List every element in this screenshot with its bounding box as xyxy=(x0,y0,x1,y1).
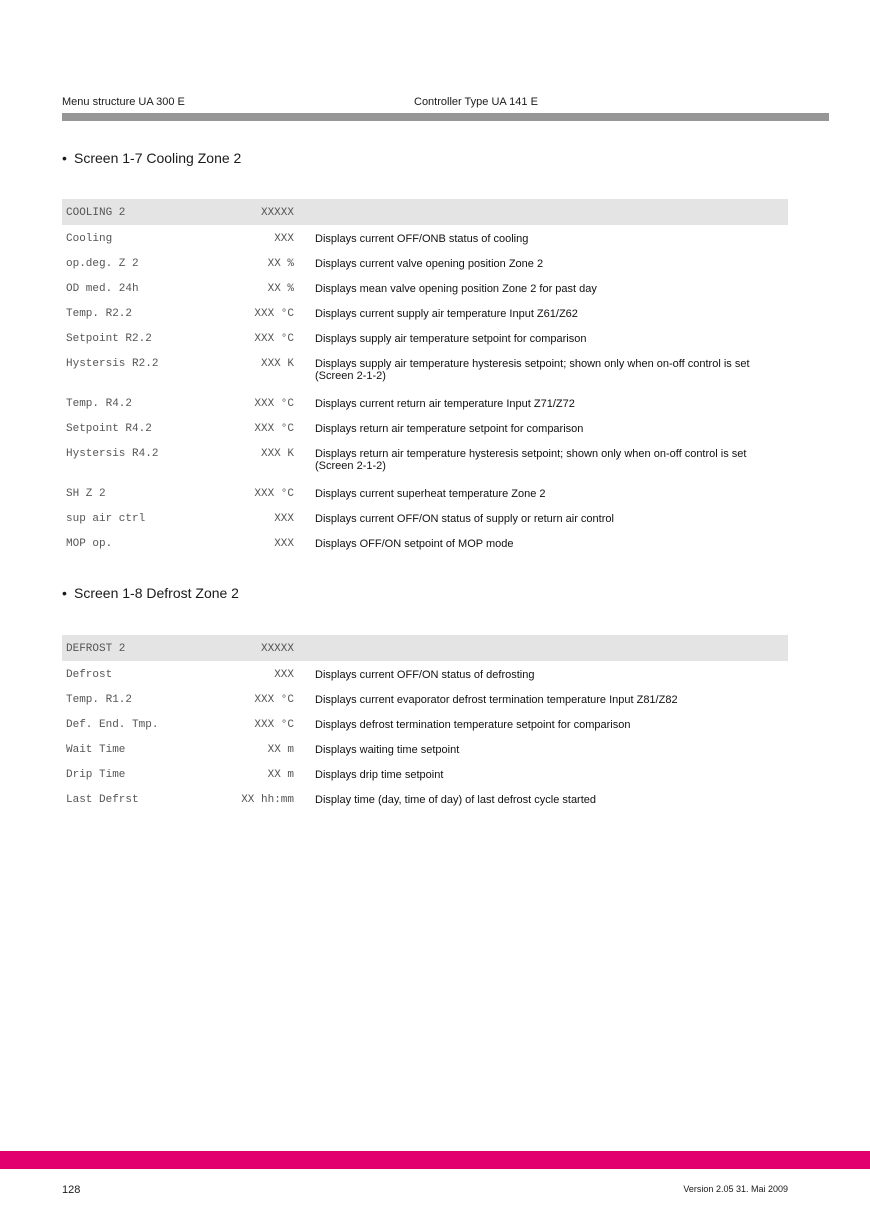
row-description: Displays supply air temperature setpoint for comparison xyxy=(315,333,587,345)
row-description: Displays current evaporator defrost termination temperature Input Z81/Z82 xyxy=(315,694,678,706)
row-name: Cooling xyxy=(66,233,113,245)
row-name: COOLING 2 xyxy=(66,207,126,219)
table-row xyxy=(62,761,788,786)
row-description: Displays return air temperature hysteresis setpoint; shown only when on-off control is set (Screen 2-1-2) xyxy=(315,448,747,472)
table-row xyxy=(62,415,788,440)
row-value: XX m xyxy=(267,769,294,781)
row-description: Displays current supply air temperature Input Z61/Z62 xyxy=(315,308,578,320)
version-info: Version 2.05 31. Mai 2009 xyxy=(683,1184,788,1194)
row-name: Temp. R1.2 xyxy=(66,694,133,706)
row-name: Wait Time xyxy=(66,744,126,756)
row-value: XXX °C xyxy=(254,333,294,345)
row-name: Drip Time xyxy=(66,769,126,781)
table-row xyxy=(62,225,788,250)
row-description: Displays drip time setpoint xyxy=(315,769,444,781)
row-name: DEFROST 2 xyxy=(66,643,126,655)
row-name: Hystersis R4.2 xyxy=(66,448,159,460)
table-row xyxy=(62,325,788,350)
row-value: XXX xyxy=(274,513,294,525)
row-value: XXX °C xyxy=(254,398,294,410)
table-row xyxy=(62,350,788,390)
cooling-table xyxy=(62,199,788,555)
row-description: Displays OFF/ON setpoint of MOP mode xyxy=(315,538,514,550)
table-row xyxy=(62,530,788,555)
row-value: XXX °C xyxy=(254,719,294,731)
row-name: Hystersis R2.2 xyxy=(66,358,159,370)
row-value: XX % xyxy=(267,283,294,295)
page-header-left: Menu structure UA 300 E xyxy=(62,96,185,108)
row-value: XXX K xyxy=(260,358,294,370)
header-divider xyxy=(62,113,829,121)
row-name: Temp. R2.2 xyxy=(66,308,133,320)
row-description: Displays current superheat temperature Zone 2 xyxy=(315,488,546,500)
table-row xyxy=(62,300,788,325)
table-row xyxy=(62,686,788,711)
table-header-row xyxy=(62,635,788,661)
bullet-icon: • xyxy=(62,585,67,601)
row-name: Defrost xyxy=(66,669,113,681)
table-row xyxy=(62,390,788,415)
section-title-defrost: • Screen 1-8 Defrost Zone 2 xyxy=(62,585,239,601)
row-value: XXX xyxy=(274,538,294,550)
row-name: SH Z 2 xyxy=(66,488,106,500)
section-title-cooling: • Screen 1-7 Cooling Zone 2 xyxy=(62,150,242,166)
row-name: Setpoint R2.2 xyxy=(66,333,152,345)
page-header-center: Controller Type UA 141 E xyxy=(414,96,538,108)
row-description: Displays defrost termination temperature setpoint for comparison xyxy=(315,719,631,731)
row-description: Display time (day, time of day) of last defrost cycle started xyxy=(315,794,597,806)
table-row xyxy=(62,786,788,811)
table-header-row xyxy=(62,199,788,225)
table-row xyxy=(62,736,788,761)
row-description: Displays return air temperature setpoint for comparison xyxy=(315,423,584,435)
row-description: Displays current OFF/ONB status of cooling xyxy=(315,233,529,245)
page-number: 128 xyxy=(62,1184,81,1196)
row-name: MOP op. xyxy=(66,538,113,550)
row-description: Displays supply air temperature hysteresis setpoint; shown only when on-off control is set (Screen 2-1-2) xyxy=(315,358,750,382)
row-value: XX hh:mm xyxy=(241,794,294,806)
row-description: Displays current valve opening position Zone 2 xyxy=(315,258,544,270)
row-description: Displays current OFF/ON status of supply or return air control xyxy=(315,513,614,525)
row-value: XXX °C xyxy=(254,308,294,320)
row-value: XXX K xyxy=(260,448,294,460)
row-value: XXX xyxy=(274,669,294,681)
bullet-icon: • xyxy=(62,150,67,166)
row-name: op.deg. Z 2 xyxy=(66,258,139,270)
table-row xyxy=(62,440,788,480)
table-row xyxy=(62,480,788,505)
row-name: Temp. R4.2 xyxy=(66,398,133,410)
row-description: Displays current return air temperature Input Z71/Z72 xyxy=(315,398,575,410)
row-name: sup air ctrl xyxy=(66,513,146,525)
row-value: XXX °C xyxy=(254,694,294,706)
row-value: XXX °C xyxy=(254,488,294,500)
row-description: Displays mean valve opening position Zone 2 for past day xyxy=(315,283,597,295)
footer-accent-bar xyxy=(0,1151,870,1169)
row-value: XXXXX xyxy=(260,643,294,655)
table-row xyxy=(62,711,788,736)
row-value: XX m xyxy=(267,744,294,756)
row-value: XXX xyxy=(274,233,294,245)
table-row xyxy=(62,505,788,530)
defrost-table xyxy=(62,635,788,811)
row-value: XXXXX xyxy=(260,207,294,219)
row-name: Setpoint R4.2 xyxy=(66,423,152,435)
row-name: Def. End. Tmp. xyxy=(66,719,159,731)
table-row xyxy=(62,661,788,686)
row-name: OD med. 24h xyxy=(66,283,139,295)
table-row xyxy=(62,250,788,275)
row-value: XX % xyxy=(267,258,294,270)
table-row xyxy=(62,275,788,300)
row-value: XXX °C xyxy=(254,423,294,435)
row-name: Last Defrst xyxy=(66,794,139,806)
row-description: Displays waiting time setpoint xyxy=(315,744,460,756)
row-description: Displays current OFF/ON status of defrosting xyxy=(315,669,535,681)
